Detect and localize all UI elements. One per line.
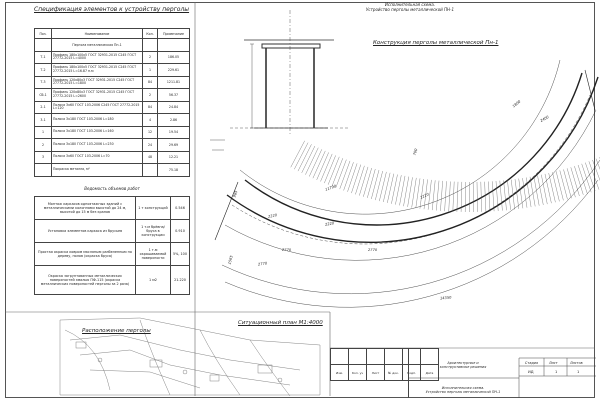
title-block bbox=[408, 348, 596, 398]
sheet-description-line-1: Исполнительная схема. bbox=[441, 386, 485, 390]
spec-note: 1211.81 bbox=[158, 76, 190, 89]
spec-pos: 2 bbox=[35, 139, 52, 152]
pergola-rib bbox=[436, 181, 439, 211]
pergola-rib bbox=[371, 170, 379, 199]
spec-name: Полоса 3х180 ГОСТ 103-2006 L=180 bbox=[52, 114, 143, 127]
dimension-label: 985 bbox=[232, 190, 239, 198]
sheet-header: Лист bbox=[549, 361, 558, 365]
spec-pos: Т-1 bbox=[35, 51, 52, 64]
dimension-label: 11790 bbox=[324, 184, 337, 192]
stage-header: Стадия bbox=[525, 361, 539, 365]
spec-qty: 84 bbox=[143, 76, 158, 89]
pergola-rib bbox=[351, 165, 360, 194]
pergola-rib bbox=[507, 180, 510, 210]
pergola-rib bbox=[340, 161, 350, 189]
pergola-rib bbox=[294, 143, 308, 170]
pergola-rib bbox=[363, 168, 371, 197]
sheet-description-line-2: Устройство перголы металлической ПН-1 bbox=[425, 390, 501, 394]
volume-name: Монтаж каркасов одноэтажных зданий с металлическими колоннами высотой до 24 м, высотой до 15 м без кранов bbox=[35, 197, 136, 220]
dimension-label: 2400 bbox=[539, 115, 550, 123]
sheets-header: Листов bbox=[570, 361, 583, 365]
spec-qty: 2 bbox=[143, 89, 158, 102]
spec-pos: Т-2 bbox=[35, 64, 52, 77]
plan-heading: Конструкция перголы металлической Пн-1 bbox=[373, 40, 499, 46]
sheet-value: 1 bbox=[555, 370, 558, 374]
volume-name: Окраска загрунтованных металлических поверхностей эмалью ПФ-115 (окраска металлических поверхностей перголы за 2 раза) bbox=[35, 266, 136, 295]
pergola-rib bbox=[408, 177, 413, 207]
spec-note: 229.61 bbox=[158, 64, 190, 77]
spec-qty: 2 bbox=[143, 51, 158, 64]
spec-note: 12.21 bbox=[158, 151, 190, 164]
pergola-rib bbox=[523, 178, 528, 208]
spec-qty: 24 bbox=[143, 139, 158, 152]
spec-pos: 1 bbox=[35, 126, 52, 139]
pergola-rib bbox=[291, 141, 305, 168]
pergola-rib bbox=[359, 167, 368, 196]
dimension-label: 14350 bbox=[439, 295, 452, 301]
spec-name: Полоса 3х60 ГОСТ 103-2006 С245 ГОСТ 27772-2015 L=120 bbox=[52, 101, 143, 114]
spec-name: Полоса 3х180 ГОСТ 103-2006 L=230 bbox=[52, 139, 143, 152]
pergola-rib bbox=[457, 182, 458, 212]
spec-pos: Сб-1 bbox=[35, 89, 52, 102]
pergola-rib bbox=[367, 169, 375, 198]
pergola-rib bbox=[348, 163, 358, 191]
spec-qty: 4 bbox=[143, 114, 158, 127]
rev-col-sign: Подп. bbox=[403, 365, 421, 381]
pergola-rib bbox=[567, 168, 575, 197]
rev-col-doc: № док. bbox=[385, 365, 403, 381]
pergola-rib bbox=[355, 166, 364, 195]
spec-name: Полоса 3х180 ГОСТ 103-2006 L=160 bbox=[52, 126, 143, 139]
dimension-label: 2770 bbox=[368, 248, 378, 252]
pergola-plan bbox=[215, 60, 600, 307]
pergola-rib bbox=[488, 182, 490, 212]
volume-qty: 0.910 bbox=[171, 220, 190, 243]
pergola-rib bbox=[375, 171, 382, 200]
pergola-rib bbox=[387, 174, 394, 203]
pergola-rib bbox=[477, 182, 478, 212]
volume-qty: 0.546 bbox=[171, 197, 190, 220]
pergola-rib bbox=[585, 163, 595, 191]
pergola-rib bbox=[440, 181, 442, 211]
pergola-rib bbox=[453, 182, 454, 212]
dimension-label: 2220 bbox=[267, 213, 278, 219]
spec-pos: Т-3 bbox=[35, 76, 52, 89]
project-name-line-2: конструктивные решения bbox=[439, 365, 487, 369]
pergola-rib bbox=[564, 169, 572, 198]
volume-qty: 21.220 bbox=[171, 266, 190, 295]
volume-unit: 1 м2 bbox=[136, 266, 171, 295]
pergola-rib bbox=[485, 182, 486, 212]
pergola-rib bbox=[383, 173, 390, 202]
dimension-label: 2770 bbox=[282, 248, 292, 252]
spec-name: Профиль 180х100х5 ГОСТ 32931-2015 С245 ГОСТ 27772-2015 L=16.87 п.м bbox=[52, 64, 143, 77]
pergola-rib bbox=[416, 178, 420, 208]
dimension-label: 2220 bbox=[324, 221, 335, 227]
title-block-grid bbox=[409, 348, 596, 398]
pergola-rib bbox=[504, 180, 507, 210]
pergola-rib bbox=[582, 164, 592, 193]
spec-name: Профиль 180х100х5 ГОСТ 32931-2015 С245 ГОСТ 27772-2015 L=4000 bbox=[52, 51, 143, 64]
pergola-rib bbox=[492, 181, 494, 211]
pergola-rib bbox=[344, 162, 354, 190]
dimension-label: 700 bbox=[412, 148, 419, 156]
spec-name: Полоса 3х60 ГОСТ 103-2006 L=70 bbox=[52, 151, 143, 164]
pergola-rib bbox=[336, 160, 347, 188]
spec-qty: 12 bbox=[143, 126, 158, 139]
volume-unit: 1 т.м окрашиваемой поверхности bbox=[136, 243, 171, 266]
rev-col-sheet: Лист bbox=[367, 365, 385, 381]
volume-name: Установка элементов каркаса из брусьев bbox=[35, 220, 136, 243]
pergola-rib bbox=[404, 177, 409, 207]
spec-note: 19.54 bbox=[158, 126, 190, 139]
pergola-rib bbox=[324, 155, 335, 183]
pergola-rib bbox=[432, 180, 435, 210]
spec-qty: 1 bbox=[143, 64, 158, 77]
spec-pos: 3 bbox=[35, 151, 52, 164]
pergola-rib bbox=[556, 171, 563, 200]
pergola-rib bbox=[530, 177, 535, 207]
spec-title: Спецификация элементов к устройству перголы bbox=[34, 6, 190, 13]
spec-header-pos: Поз. bbox=[35, 29, 52, 39]
spec-qty: 84 bbox=[143, 101, 158, 114]
spec-pos: 3-1 bbox=[35, 114, 52, 127]
pergola-rib bbox=[328, 157, 339, 185]
spec-pos: 2-1 bbox=[35, 101, 52, 114]
pergola-rib bbox=[445, 181, 447, 211]
spec-header-name: Наименование bbox=[52, 29, 143, 39]
spec-name: Профиль 120х80х3 ГОСТ 32931-2015 С245 ГОСТ 27772-2015 L=2600 bbox=[52, 89, 143, 102]
pergola-rib bbox=[545, 174, 551, 203]
volume-qty: 5%, 100 bbox=[171, 243, 190, 266]
pergola-rib bbox=[549, 173, 556, 202]
spec-header-note: Примечание bbox=[158, 29, 190, 39]
volumes-title: Ведомость объемов работ bbox=[84, 186, 140, 191]
rev-col-count: Кол. уч bbox=[349, 365, 367, 381]
spec-name: Профиль 120х80х3 ГОСТ 32931-2015 С245 ГОСТ 27772-2015 L=1800 bbox=[52, 76, 143, 89]
project-name-line-1: Архитектурные и bbox=[447, 361, 479, 365]
spec-note: 75.18 bbox=[158, 164, 190, 177]
volume-unit: 1 т конструкций bbox=[136, 197, 171, 220]
placement-title: Расположение перголы bbox=[82, 328, 151, 334]
sheet-caption-line-2: Устройство перголы металлической ПН-1 bbox=[365, 7, 455, 12]
spec-note: 186.05 bbox=[158, 51, 190, 64]
pergola-rib bbox=[552, 172, 559, 201]
pergola-rib bbox=[574, 166, 583, 195]
stage-value: ИД bbox=[528, 370, 534, 374]
volume-name: Простая окраска ковром масляным разбеленным по дереву, полов (окраска бруса) bbox=[35, 243, 136, 266]
pergola-rib bbox=[449, 182, 451, 212]
spec-note: 24.84 bbox=[158, 101, 190, 114]
spec-header-qty: Кол. bbox=[143, 29, 158, 39]
dimension-label: 2770 bbox=[257, 261, 268, 267]
pergola-rib bbox=[560, 170, 568, 199]
pergola-rib bbox=[379, 172, 386, 201]
pergola-rib bbox=[412, 178, 417, 208]
pergola-rib bbox=[515, 179, 519, 209]
spec-group-title: Пергола металлическая Пн-1 bbox=[52, 39, 143, 52]
sheet-caption-line-1: Исполнительная схема. bbox=[384, 2, 436, 7]
dimension-label: 1565 bbox=[227, 255, 234, 265]
spec-qty: 48 bbox=[143, 151, 158, 164]
sheets-value: 1 bbox=[577, 370, 580, 374]
dimension-label: 1800 bbox=[511, 99, 522, 109]
pergola-rib bbox=[332, 158, 343, 186]
volume-unit: 1 т.м брёвна/бруса в конструкции bbox=[136, 220, 171, 243]
rev-col-change: Изм. bbox=[331, 365, 349, 381]
spec-note: 56.37 bbox=[158, 89, 190, 102]
spec-note: 2.86 bbox=[158, 114, 190, 127]
dimension-label: 2220 bbox=[419, 192, 430, 200]
rev-col-date: Дата bbox=[421, 365, 439, 381]
spec-name: Покраска металла, м² bbox=[52, 164, 143, 177]
spec-note: 29.69 bbox=[158, 139, 190, 152]
elevation-view bbox=[210, 10, 350, 150]
situation-plan-title: Ситуационный план М1:4000 bbox=[238, 320, 323, 326]
pergola-rib bbox=[571, 167, 580, 196]
